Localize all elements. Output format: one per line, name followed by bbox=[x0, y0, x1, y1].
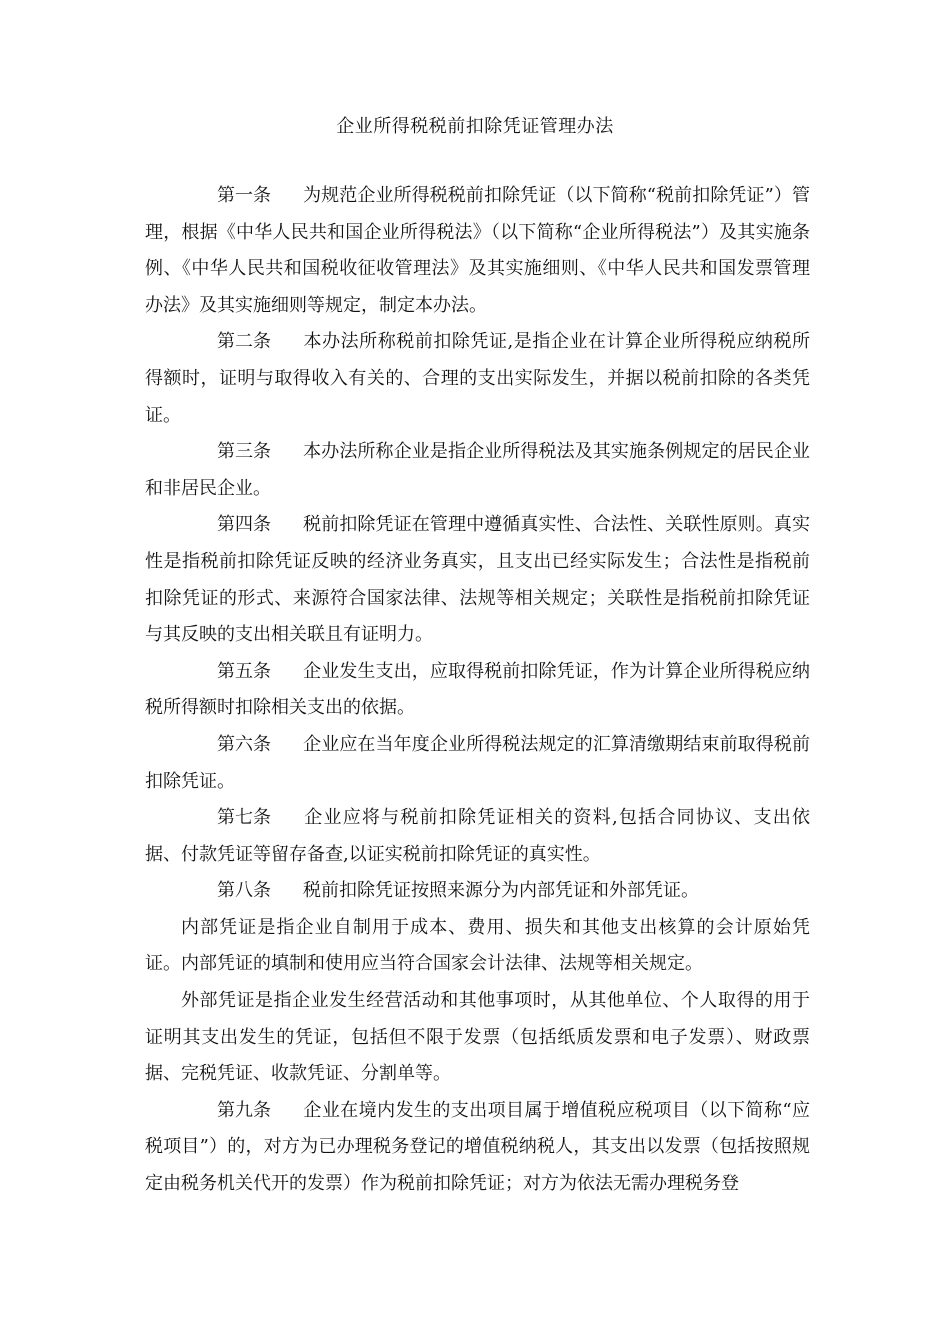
paragraph-text: 内部凭证是指企业自制用于成本、费用、损失和其他支出核算的会计原始凭证。内部凭证的填制和使用应当符合国家会计法律、法规等相关规定。 bbox=[145, 916, 810, 975]
article-text: 税前扣除凭证按照来源分为内部凭证和外部凭证。 bbox=[303, 880, 699, 902]
article-number: 第九条 bbox=[217, 1099, 271, 1121]
paragraph-text: 外部凭证是指企业发生经营活动和其他事项时，从其他单位、个人取得的用于证明其支出发生的凭证，包括但不限于发票（包括纸质发票和电子发票）、财政票据、完税凭证、收款凭证、分割单等。 bbox=[145, 990, 810, 1085]
article-3 bbox=[145, 434, 810, 507]
article-text: 税前扣除凭证在管理中遵循真实性、合法性、关联性原则。真实性是指税前扣除凭证反映的经济业务真实，且支出已经实际发生；合法性是指税前扣除凭证的形式、来源符合国家法律、法规等相关规定；关联性是指税前扣除凭证与其反映的支出相关联且有证明力。 bbox=[145, 514, 810, 646]
article-number: 第五条 bbox=[217, 660, 271, 682]
article-text: 企业应将与税前扣除凭证相关的资料,包括合同协议、支出依据、付款凭证等留存备查,以证实税前扣除凭证的真实性。 bbox=[145, 807, 810, 865]
article-text: 企业应在当年度企业所得税法规定的汇算清缴期结束前取得税前扣除凭证。 bbox=[145, 733, 810, 792]
article-5 bbox=[145, 654, 810, 727]
document-title: 企业所得税税前扣除凭证管理办法 bbox=[336, 116, 614, 137]
article-number: 第七条 bbox=[217, 807, 271, 829]
article-text: 为规范企业所得税税前扣除凭证（以下简称“税前扣除凭证”）管理，根据《中华人民共和国企业所得税法》（以下简称“企业所得税法”）及其实施条例、《中华人民共和国税收征收管理法》及其实施细则、《中华人民共和国发票管理办法》及其实施细则等规定，制定本办法。 bbox=[145, 185, 810, 316]
article-text: 本办法所称税前扣除凭证,是指企业在计算企业所得税应纳税所得额时，证明与取得收入有关的、合理的支出实际发生，并据以税前扣除的各类凭证。 bbox=[145, 331, 810, 426]
article-number: 第六条 bbox=[217, 733, 271, 755]
article-2 bbox=[145, 324, 810, 434]
article-text: 企业发生支出，应取得税前扣除凭证，作为计算企业所得税应纳税所得额时扣除相关支出的依据。 bbox=[145, 660, 810, 719]
article-7 bbox=[145, 800, 810, 873]
article-number: 第一条 bbox=[217, 185, 271, 206]
article-text: 企业在境内发生的支出项目属于增值税应税项目（以下简称“应税项目”）的，对方为已办理税务登记的增值税纳税人，其支出以发票（包括按照规定由税务机关代开的发票）作为税前扣除凭证；对方为依法无需办理税务登 bbox=[145, 1099, 810, 1195]
article-number: 第三条 bbox=[217, 441, 271, 463]
article-1 bbox=[145, 178, 810, 324]
document-body bbox=[145, 178, 810, 1203]
article-9 bbox=[145, 1093, 810, 1203]
article-text: 本办法所称企业是指企业所得税法及其实施条例规定的居民企业和非居民企业。 bbox=[145, 441, 810, 499]
article-8-internal-vouchers bbox=[145, 910, 810, 983]
article-8 bbox=[145, 873, 810, 910]
article-8-external-vouchers bbox=[145, 983, 810, 1093]
article-4 bbox=[145, 507, 810, 653]
article-number: 第二条 bbox=[217, 331, 271, 353]
article-number: 第八条 bbox=[217, 880, 271, 902]
article-6 bbox=[145, 727, 810, 800]
article-number: 第四条 bbox=[217, 514, 271, 536]
